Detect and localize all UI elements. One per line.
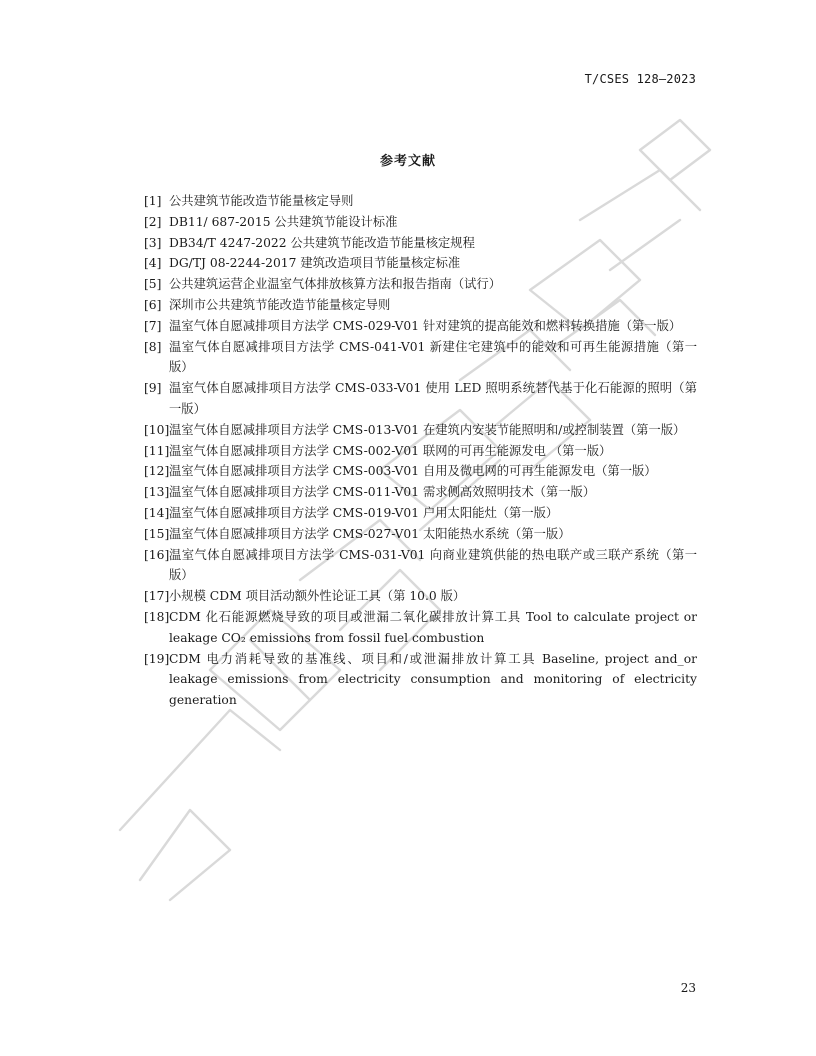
reference-item <box>144 233 697 254</box>
reference-item <box>144 253 697 274</box>
reference-item <box>144 545 697 587</box>
reference-number: [14] <box>144 505 170 520</box>
reference-text: 公共建筑节能改造节能量核定导则 <box>169 194 354 208</box>
reference-item <box>144 274 697 295</box>
reference-text: 温室气体自愿减排项目方法学 CMS-003-V01 自用及微电网的可再生能源发电（第一版） <box>169 464 657 479</box>
reference-number: [2] <box>144 214 162 229</box>
reference-number: [6] <box>144 297 162 312</box>
document-code: T/CSES 128—2023 <box>584 72 696 86</box>
reference-text: 温室气体自愿减排项目方法学 CMS-029-V01 针对建筑的提高能效和燃料转换措施（第一版） <box>169 318 682 333</box>
reference-text: DG/TJ 08-2244-2017 建筑改造项目节能量核定标准 <box>169 256 461 271</box>
reference-item <box>144 212 697 233</box>
reference-number: [10] <box>144 422 170 437</box>
reference-text: 温室气体自愿减排项目方法学 CMS-019-V01 户用太阳能灶（第一版） <box>169 505 559 520</box>
reference-item <box>144 503 697 524</box>
reference-list <box>144 191 697 711</box>
reference-number: [13] <box>144 485 170 500</box>
section-title: 参考文献 <box>379 154 436 169</box>
reference-text: 公共建筑运营企业温室气体排放核算方法和报告指南（试行） <box>169 277 502 292</box>
reference-number: [4] <box>144 256 162 271</box>
reference-text: 温室气体自愿减排项目方法学 CMS-031-V01 向商业建筑供能的热电联产或三联产系统（第一版） <box>169 547 697 583</box>
reference-number: [12] <box>144 464 170 479</box>
reference-item <box>144 649 697 711</box>
reference-number: [5] <box>144 277 162 292</box>
reference-item <box>144 524 697 545</box>
reference-number: [17] <box>144 589 170 604</box>
reference-item <box>144 586 697 607</box>
reference-number: [18] <box>144 609 170 624</box>
reference-number: [11] <box>144 443 170 458</box>
reference-item <box>144 378 697 420</box>
reference-number: [8] <box>144 339 162 354</box>
reference-text: 温室气体自愿减排项目方法学 CMS-002-V01 联网的可再生能源发电 （第一版） <box>169 443 612 458</box>
reference-text: 温室气体自愿减排项目方法学 CMS-027-V01 太阳能热水系统（第一版） <box>169 526 571 541</box>
reference-text: 温室气体自愿减排项目方法学 CMS-033-V01 使用 LED 照明系统替代基于化石能源的照明（第一版） <box>169 381 697 416</box>
reference-text: 温室气体自愿减排项目方法学 CMS-041-V01 新建住宅建筑中的能效和可再生能源措施（第一版） <box>169 339 697 375</box>
reference-item <box>144 420 697 441</box>
reference-text: 温室气体自愿减排项目方法学 CMS-011-V01 需求侧高效照明技术（第一版） <box>169 485 596 500</box>
reference-number: [15] <box>144 526 170 541</box>
reference-item <box>144 607 697 649</box>
reference-text: DB34/T 4247-2022 公共建筑节能改造节能量核定规程 <box>169 235 475 250</box>
reference-text: 小规模 CDM 项目活动额外性论证工具（第 10.0 版） <box>169 589 466 604</box>
page-number: 23 <box>680 981 696 995</box>
reference-item <box>144 461 697 482</box>
reference-text: DB11/ 687-2015 公共建筑节能设计标准 <box>169 214 398 229</box>
reference-item <box>144 482 697 503</box>
reference-number: [16] <box>144 547 170 562</box>
reference-item <box>144 337 697 379</box>
reference-number: [3] <box>144 235 162 250</box>
reference-item <box>144 295 697 316</box>
reference-item <box>144 316 697 337</box>
reference-text: CDM 电力消耗导致的基准线、项目和/或泄漏排放计算工具 Baseline, project and_or leakage emissions from electricity consumption and monitoring of electricity generation <box>169 651 697 708</box>
reference-text: CDM 化石能源燃烧导致的项目或泄漏二氧化碳排放计算工具 Tool to calculate project or leakage CO₂ emissions from fossil fuel combustion <box>169 609 697 645</box>
reference-number: [7] <box>144 318 162 333</box>
reference-number: [1] <box>144 194 162 208</box>
reference-number: [9] <box>144 381 162 396</box>
reference-number: [19] <box>144 651 170 666</box>
reference-text: 温室气体自愿减排项目方法学 CMS-013-V01 在建筑内安装节能照明和/或控制装置（第一版） <box>169 422 686 437</box>
reference-item <box>144 441 697 462</box>
reference-text: 深圳市公共建筑节能改造节能量核定导则 <box>169 297 391 312</box>
reference-item <box>144 191 697 212</box>
